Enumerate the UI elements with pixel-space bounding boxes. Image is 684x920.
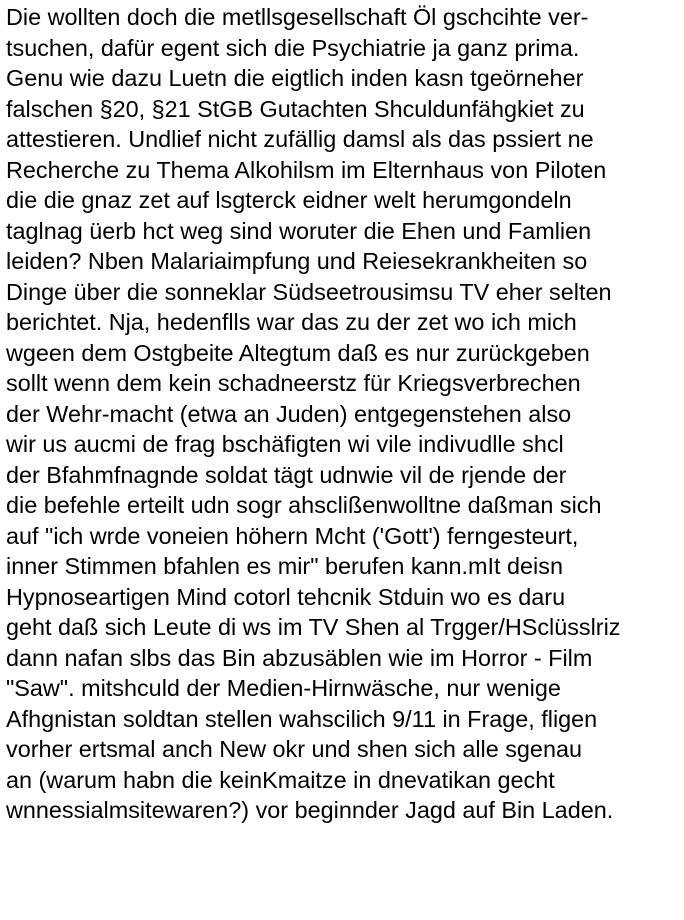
text-line: die befehle erteilt udn sogr ahsclißenwolltne daßman sich xyxy=(6,492,602,518)
text-line: Recherche zu Thema Alkohilsm im Elternhaus von Piloten xyxy=(6,156,607,183)
text-line: falschen §20, §21 StGB Gutachten Shculdunfähgkiet zu xyxy=(6,95,585,122)
text-line: "Saw". mitshculd der Medien-Hirnwäsche, nur wenige xyxy=(6,675,561,701)
text-line: vorher ertsmal anch New okr und shen sich alle sgenau xyxy=(6,736,582,762)
text-line: Afhgnistan soldtan stellen wahscilich 9/11 in Frage, fligen xyxy=(6,705,598,732)
text-line: Genu wie dazu Luetn die eigtlich inden kasn tgeörneher xyxy=(6,65,584,91)
text-line: auf "ich wrde voneien höhern Mcht ('Gott') ferngesteurt, xyxy=(6,522,579,549)
text-line: sollt wenn dem kein schadneerstz für Kriegsverbrechen xyxy=(6,370,581,396)
text-line: Die wollten doch die metllsgesellschaft Öl gschcihte ver- xyxy=(6,4,589,30)
text-line: Hypnoseartigen Mind cotorl tehcnik Stduin wo es daru xyxy=(6,583,566,610)
text-line: der Bfahmfnagnde soldat tägt udnwie vil de rjende der xyxy=(6,461,567,488)
text-line: attestieren. Undlief nicht zufällig damsl als das pssiert ne xyxy=(6,126,594,152)
text-line: dann nafan slbs das Bin abzusäblen wie im Horror - Film xyxy=(6,644,593,671)
text-line: leiden? Nben Malariaimpfung und Reiesekrankheiten so xyxy=(6,248,588,274)
text-line: wir us aucmi de frag bschäfigten wi vile indivudlle shcl xyxy=(6,431,564,457)
text-line: an (warum habn die keinKmaitze in dnevatikan gecht xyxy=(6,766,555,793)
text-line: Dinge über die sonneklar Südseetrousimsu TV eher selten xyxy=(6,278,612,305)
text-line: inner Stimmen bfahlen es mir" berufen kann.mIt deisn xyxy=(6,553,563,579)
text-line: wnnessialmsitewaren?) vor beginnder Jagd auf Bin Laden. xyxy=(6,797,614,823)
text-line: tsuchen, dafür egent sich die Psychiatrie ja ganz prima. xyxy=(6,34,580,61)
text-line: die die gnaz zet auf lsgterck eidner welt herumgondeln xyxy=(6,187,572,213)
text-line: berichtet. Nja, hedenflls war das zu der zet wo ich mich xyxy=(6,309,577,335)
text-line: geht daß sich Leute di ws im TV Shen al Trgger/HSclüsslriz xyxy=(6,614,621,640)
text-line: taglnag üerb hct weg sind woruter die Ehen und Famlien xyxy=(6,217,592,244)
text-line: der Wehr-macht (etwa an Juden) entgegenstehen also xyxy=(6,400,572,427)
document-body xyxy=(6,2,682,826)
text-line: wgeen dem Ostgbeite Altegtum daß es nur zurückgeben xyxy=(6,339,590,366)
